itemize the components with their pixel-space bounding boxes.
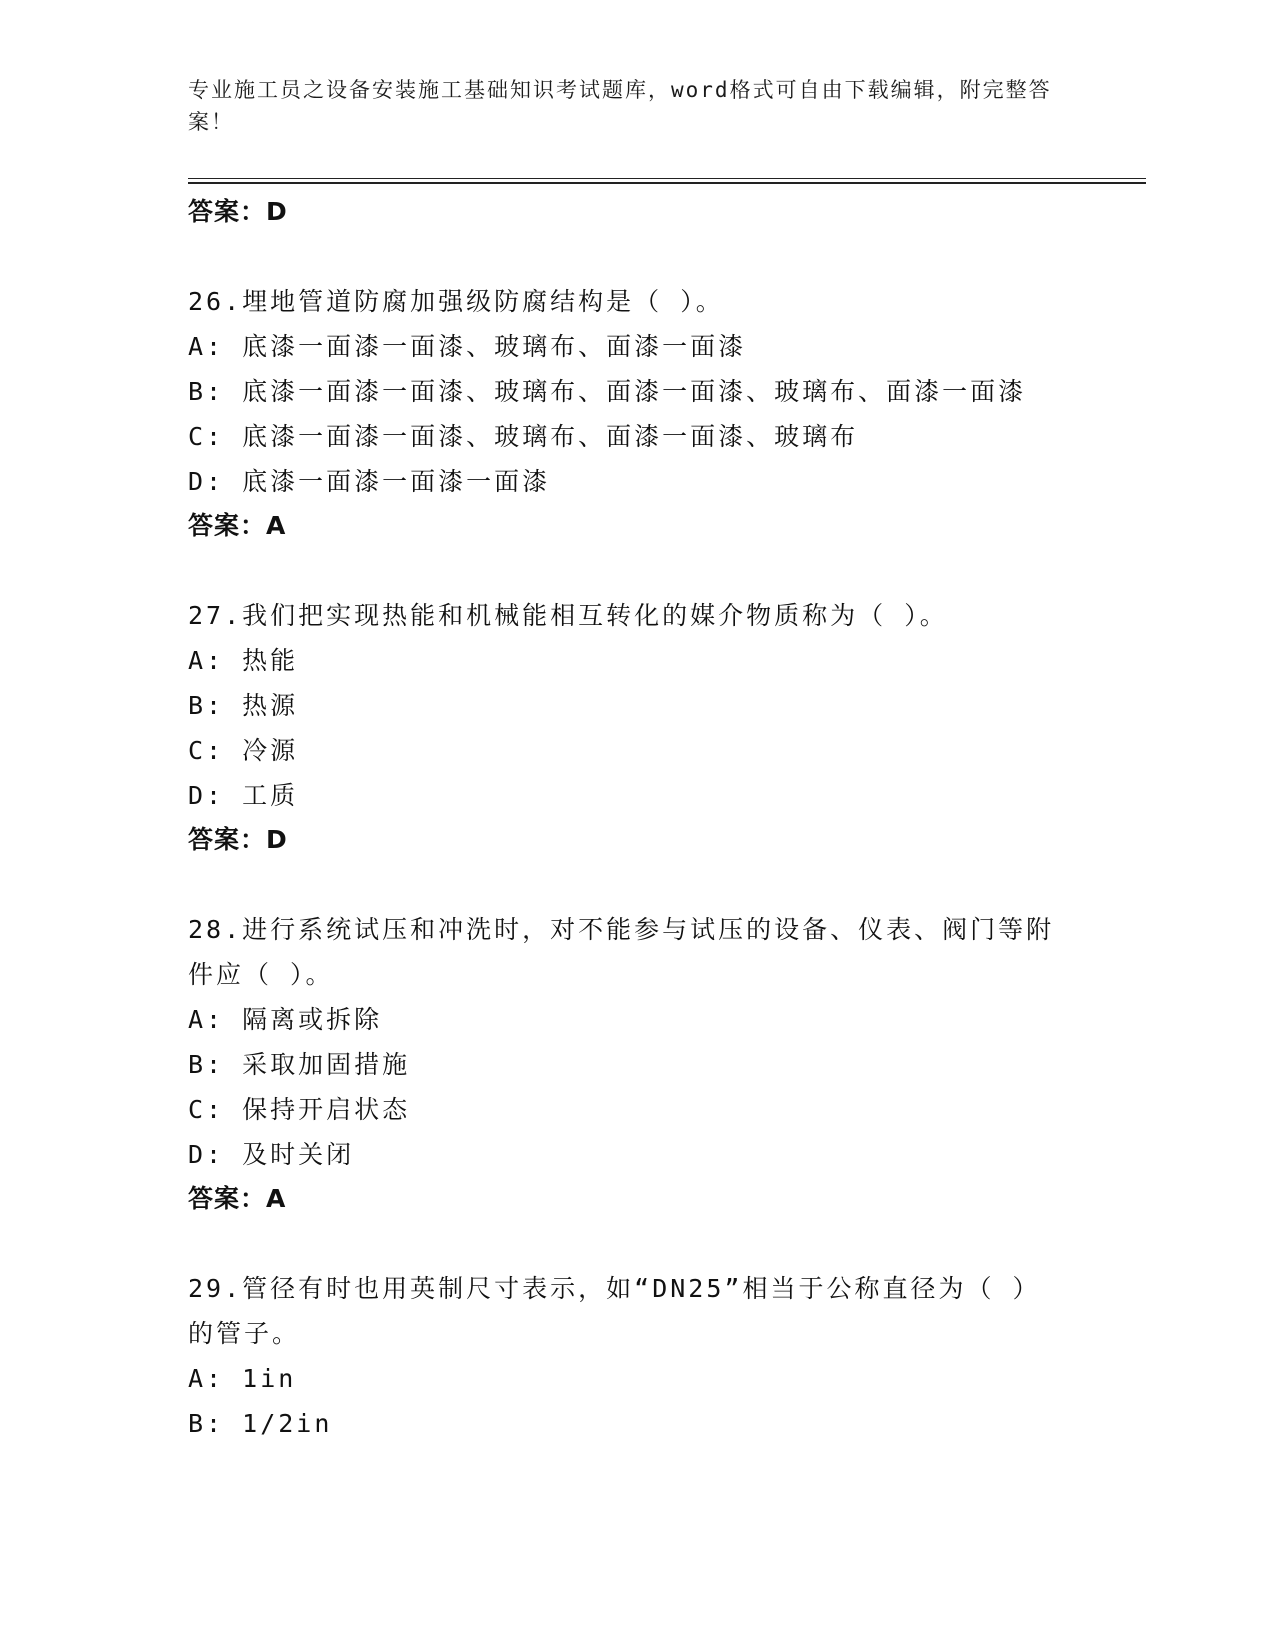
- header-divider: [188, 178, 1146, 179]
- option-a: A: 热能: [188, 646, 299, 675]
- option-b: B: 1/2in: [188, 1409, 333, 1438]
- option-c: C: 保持开启状态: [188, 1095, 411, 1124]
- spacer: [188, 862, 1088, 907]
- option-c: C: 底漆一面漆一面漆、玻璃布、面漆一面漆、玻璃布: [188, 422, 859, 451]
- question-29: 29.管径有时也用英制尺寸表示，如“DN25”相当于公称直径为（ ）的管子。: [188, 1274, 1041, 1348]
- header-divider-thick: [188, 182, 1146, 184]
- spacer: [188, 234, 1088, 279]
- option-a: A: 1in: [188, 1364, 297, 1393]
- spacer: [188, 548, 1088, 593]
- option-d: D: 工质: [188, 781, 299, 810]
- document-header: 专业施工员之设备安装施工基础知识考试题库，word格式可自由下载编辑，附完整答案！: [188, 78, 1052, 134]
- answer-line: 答案：A: [188, 1184, 287, 1213]
- answer-line: 答案：D: [188, 825, 288, 854]
- option-b: B: 底漆一面漆一面漆、玻璃布、面漆一面漆、玻璃布、面漆一面漆: [188, 377, 1027, 406]
- question-27: 27.我们把实现热能和机械能相互转化的媒介物质称为（ ）。: [188, 601, 948, 630]
- option-d: D: 底漆一面漆一面漆一面漆: [188, 467, 551, 496]
- option-a: A: 隔离或拆除: [188, 1005, 383, 1034]
- option-a: A: 底漆一面漆一面漆、玻璃布、面漆一面漆: [188, 332, 747, 361]
- option-d: D: 及时关闭: [188, 1140, 355, 1169]
- option-b: B: 采取加固措施: [188, 1050, 411, 1079]
- answer-line: 答案：A: [188, 511, 287, 540]
- document-body: [188, 190, 1088, 1446]
- option-c: C: 冷源: [188, 736, 299, 765]
- answer-line: 答案：D: [188, 197, 288, 226]
- spacer: [188, 1221, 1088, 1266]
- question-28: 28.进行系统试压和冲洗时，对不能参与试压的设备、仪表、阀门等附件应（ ）。: [188, 915, 1055, 989]
- option-b: B: 热源: [188, 691, 299, 720]
- question-26: 26.埋地管道防腐加强级防腐结构是（ ）。: [188, 287, 724, 316]
